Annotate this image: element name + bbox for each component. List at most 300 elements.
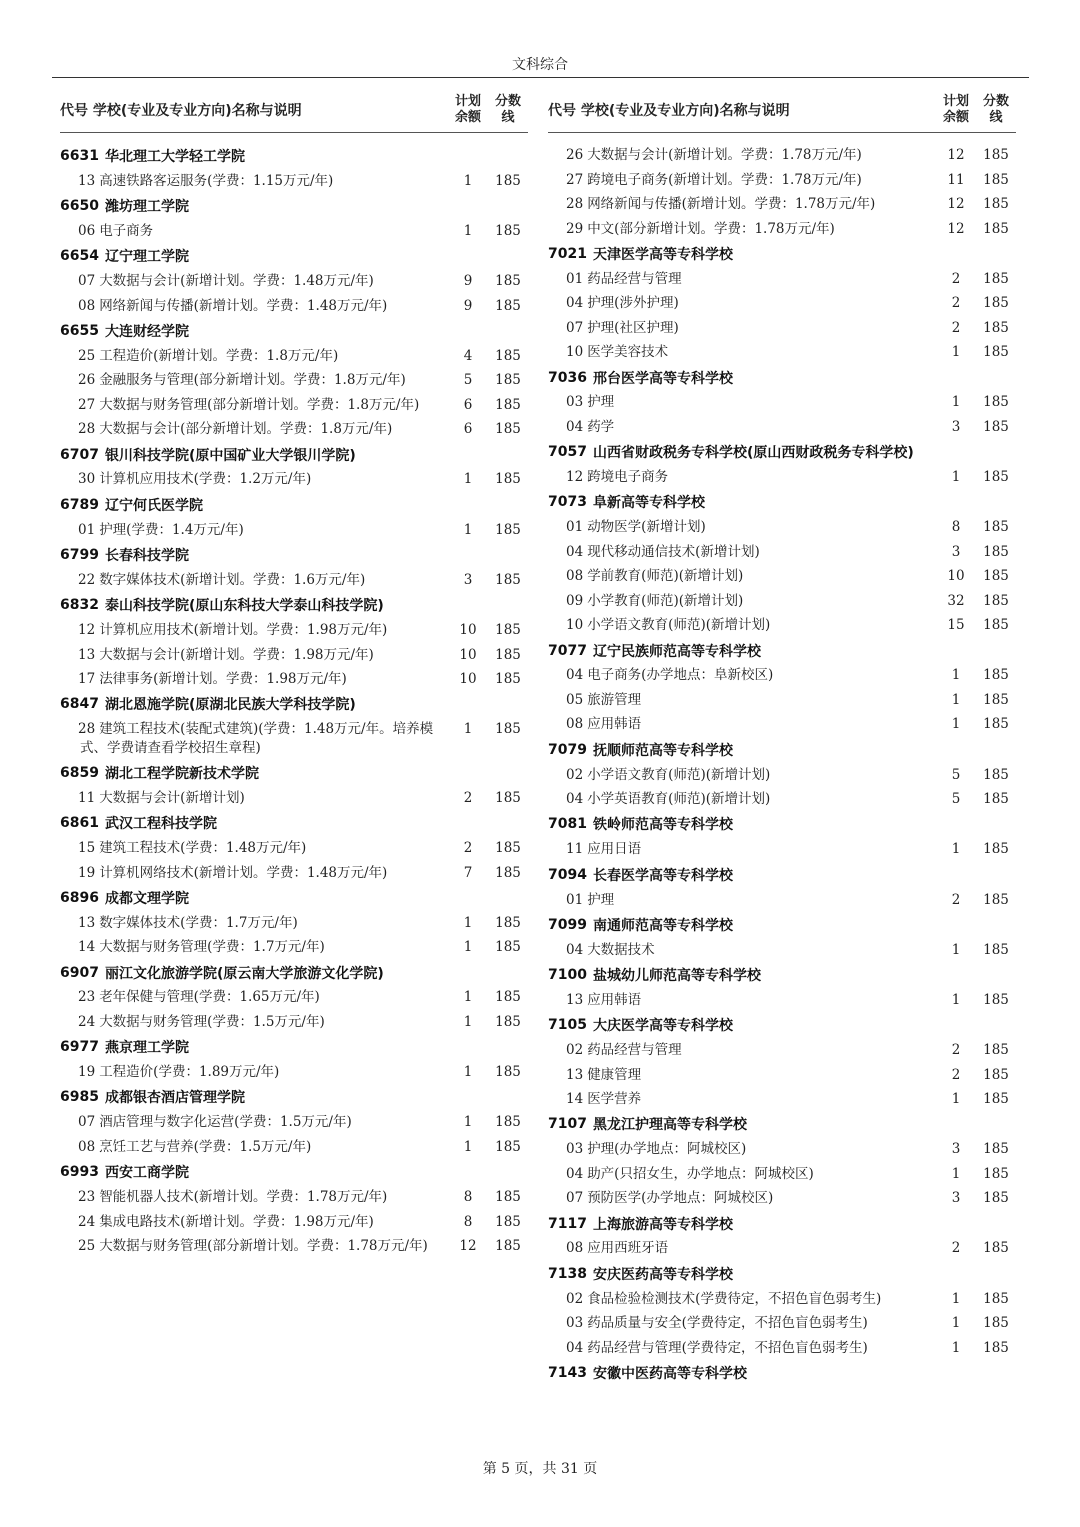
score-line: 185 <box>495 297 521 314</box>
plan-remaining: 1 <box>951 991 961 1008</box>
plan-remaining: 1 <box>463 172 473 189</box>
school-row <box>60 1159 528 1185</box>
plan-remaining: 12 <box>459 1238 477 1254</box>
left-rows <box>60 143 528 1259</box>
school-name: 辽宁民族师范高等专科学校 <box>592 643 761 660</box>
major-row <box>548 663 1016 688</box>
major-number: 13 <box>78 172 96 189</box>
major-row <box>60 935 528 960</box>
major-number: 07 <box>78 1114 96 1131</box>
school-name: 长春科技学院 <box>104 547 189 564</box>
plan-remaining: 2 <box>951 1240 961 1257</box>
major-row <box>60 1010 528 1035</box>
major-text <box>548 195 936 214</box>
major-text <box>548 1165 936 1184</box>
major-row <box>60 393 528 418</box>
score-line: 185 <box>983 791 1009 808</box>
score-line: 185 <box>983 519 1009 536</box>
major-row <box>548 143 1016 168</box>
major-name: 护理 <box>587 394 615 411</box>
major-name: 药学 <box>587 418 615 435</box>
plan-remaining: 15 <box>947 617 965 634</box>
major-number: 01 <box>566 270 584 287</box>
score-line: 185 <box>495 1064 521 1081</box>
major-row <box>60 294 528 319</box>
score-line: 185 <box>495 521 521 538</box>
school-name: 银川科技学院(原中国矿业大学银川学院) <box>104 447 356 464</box>
header-name: 代号 学校(专业及专业方向)名称与说明 <box>60 103 302 119</box>
major-text <box>548 941 936 960</box>
score-line: 185 <box>983 592 1009 609</box>
plan-remaining: 3 <box>951 1190 961 1207</box>
major-name: 建筑工程技术(学费：1.48万元/年) <box>99 840 307 857</box>
school-name: 成都文理学院 <box>104 890 189 907</box>
major-text <box>60 571 448 590</box>
score-line: 185 <box>495 347 521 364</box>
major-row <box>60 836 528 861</box>
major-text <box>60 297 448 316</box>
major-row <box>60 717 528 760</box>
plan-remaining: 1 <box>463 914 473 931</box>
plan-remaining: 1 <box>463 989 473 1006</box>
major-text <box>60 470 448 489</box>
major-number: 01 <box>566 891 584 908</box>
school-code: 7079 <box>548 741 587 758</box>
school-row <box>548 241 1016 267</box>
major-row <box>60 618 528 643</box>
major-number: 04 <box>566 791 584 808</box>
major-text <box>548 1041 936 1060</box>
major-text <box>60 396 448 415</box>
major-name: 计算机网络技术(新增计划。学费：1.48万元/年) <box>99 864 388 881</box>
major-number: 14 <box>78 939 96 956</box>
major-number: 04 <box>566 941 584 958</box>
plan-remaining: 1 <box>951 469 961 486</box>
major-text <box>60 864 448 883</box>
major-number: 25 <box>78 1238 96 1254</box>
score-line: 185 <box>495 864 521 881</box>
score-line: 185 <box>983 617 1009 634</box>
major-text <box>548 343 936 362</box>
major-row <box>60 368 528 393</box>
score-line: 185 <box>983 344 1009 361</box>
school-name: 西安工商学院 <box>104 1165 189 1182</box>
school-row <box>60 193 528 219</box>
major-number: 17 <box>78 671 96 687</box>
major-number: 19 <box>78 1064 96 1081</box>
major-number: 07 <box>566 319 584 336</box>
school-name: 丽江文化旅游学院(原云南大学旅游文化学院) <box>104 965 384 982</box>
major-row <box>548 1311 1016 1336</box>
major-row <box>60 1210 528 1235</box>
school-code: 6977 <box>60 1039 99 1056</box>
major-number: 09 <box>566 592 584 609</box>
school-code: 6907 <box>60 964 99 981</box>
column-header <box>548 88 1016 133</box>
plan-remaining: 3 <box>951 1141 961 1158</box>
major-name: 药品质量与安全(学费待定，不招色盲色弱考生) <box>587 1315 868 1332</box>
major-name: 小学教育(师范)(新增计划) <box>587 592 744 609</box>
major-number: 11 <box>78 789 96 806</box>
major-row <box>548 415 1016 440</box>
major-name: 动物医学(新增计划) <box>587 519 706 536</box>
header-plan: 计划 余额 <box>454 94 481 125</box>
major-name: 法律事务(新增计划。学费：1.98万元/年) <box>99 671 347 687</box>
school-row <box>60 885 528 911</box>
major-name: 药品经营与管理 <box>587 270 682 287</box>
major-text <box>548 790 936 809</box>
plan-remaining: 10 <box>459 671 477 687</box>
major-text <box>548 691 936 710</box>
major-name: 大数据与会计(新增计划) <box>99 789 245 806</box>
major-text <box>548 715 936 734</box>
major-text <box>548 171 936 190</box>
score-line: 185 <box>495 222 521 239</box>
plan-remaining: 1 <box>463 1064 473 1081</box>
major-text <box>60 1138 448 1157</box>
major-row <box>548 515 1016 540</box>
plan-remaining: 10 <box>947 568 965 585</box>
plan-remaining: 2 <box>463 840 473 857</box>
school-code: 6631 <box>60 147 99 164</box>
major-name: 预防医学(办学地点：阿城校区) <box>587 1190 774 1207</box>
school-name: 华北理工大学轻工学院 <box>104 148 245 165</box>
major-name: 药品经营与管理(学费待定，不招色盲色弱考生) <box>587 1339 868 1356</box>
major-row <box>548 168 1016 193</box>
plan-remaining: 2 <box>463 789 473 806</box>
major-number: 03 <box>566 394 584 411</box>
score-line: 185 <box>983 1240 1009 1257</box>
plan-remaining: 3 <box>951 543 961 560</box>
major-name: 大数据与会计(新增计划。学费：1.78万元/年) <box>587 147 862 163</box>
major-number: 08 <box>78 297 96 314</box>
school-name: 湖北工程学院新技术学院 <box>104 766 259 783</box>
major-row <box>60 518 528 543</box>
score-line: 185 <box>495 721 521 738</box>
major-name: 计算机应用技术(学费：1.2万元/年) <box>99 471 312 488</box>
school-name: 大连财经学院 <box>104 323 189 340</box>
plan-remaining: 12 <box>947 196 965 212</box>
major-name: 药品经营与管理 <box>587 1042 682 1059</box>
major-name: 电子商务(办学地点：阜新校区) <box>587 667 774 684</box>
score-line: 185 <box>983 1042 1009 1059</box>
major-number: 04 <box>566 418 584 435</box>
plan-remaining: 2 <box>951 1042 961 1059</box>
plan-remaining: 10 <box>459 646 477 663</box>
major-row <box>548 1186 1016 1211</box>
major-row <box>548 316 1016 341</box>
major-text <box>60 621 448 640</box>
major-row <box>548 217 1016 242</box>
plan-remaining: 7 <box>463 864 473 881</box>
school-code: 7057 <box>548 444 587 461</box>
major-number: 03 <box>566 1315 584 1332</box>
major-name: 跨境电子商务(新增计划。学费：1.78万元/年) <box>587 171 862 188</box>
score-line: 185 <box>495 914 521 931</box>
major-text <box>60 1013 448 1032</box>
major-text <box>548 393 936 412</box>
major-number: 04 <box>566 667 584 684</box>
major-name: 学前教育(师范)(新增计划) <box>587 568 744 585</box>
major-name: 数字媒体技术(新增计划。学费：1.6万元/年) <box>99 571 366 588</box>
major-text <box>60 222 448 241</box>
major-number: 29 <box>566 220 584 237</box>
school-name: 大庆医学高等专科学校 <box>592 1018 733 1035</box>
school-code: 6832 <box>60 597 99 614</box>
major-text <box>548 543 936 562</box>
school-row <box>548 737 1016 763</box>
score-line: 185 <box>495 622 521 638</box>
major-row <box>60 985 528 1010</box>
plan-remaining: 1 <box>463 721 473 738</box>
major-text <box>548 991 936 1010</box>
major-number: 13 <box>78 646 96 663</box>
plan-remaining: 5 <box>951 766 961 783</box>
plan-remaining: 6 <box>463 396 473 413</box>
score-line: 185 <box>495 989 521 1006</box>
major-text <box>548 592 936 611</box>
major-number: 02 <box>566 1042 584 1059</box>
major-name: 电子商务 <box>99 222 154 239</box>
major-name: 数字媒体技术(学费：1.7万元/年) <box>99 914 298 931</box>
score-line: 185 <box>495 840 521 857</box>
header-rule <box>52 77 1029 78</box>
score-line: 185 <box>983 1091 1009 1108</box>
school-row <box>548 638 1016 664</box>
page-header: 文科综合 <box>512 57 568 73</box>
major-text <box>548 1189 936 1208</box>
header-name: 代号 学校(专业及专业方向)名称与说明 <box>548 103 790 119</box>
school-name: 泰山科技学院(原山东科技大学泰山科技学院) <box>104 598 384 615</box>
score-line: 185 <box>495 939 521 956</box>
major-row <box>548 1063 1016 1088</box>
score-line: 185 <box>983 1339 1009 1356</box>
major-row <box>60 269 528 294</box>
score-line: 185 <box>983 941 1009 958</box>
major-name: 现代移动通信技术(新增计划) <box>587 543 760 560</box>
major-number: 04 <box>566 1339 584 1356</box>
major-number: 22 <box>78 571 96 588</box>
school-name: 邢台医学高等专科学校 <box>592 370 733 387</box>
school-code: 7073 <box>548 494 587 511</box>
school-row <box>60 442 528 468</box>
school-code: 7107 <box>548 1116 587 1133</box>
school-name: 铁岭师范高等专科学校 <box>592 817 733 834</box>
major-row <box>548 763 1016 788</box>
school-code: 6655 <box>60 322 99 339</box>
major-text <box>548 518 936 537</box>
plan-remaining: 12 <box>947 220 965 237</box>
major-text <box>548 1239 936 1258</box>
plan-remaining: 9 <box>463 273 473 290</box>
school-code: 6799 <box>60 546 99 563</box>
plan-remaining: 6 <box>463 421 473 438</box>
school-code: 7099 <box>548 916 587 933</box>
major-number: 14 <box>566 1091 584 1108</box>
plan-remaining: 2 <box>951 1066 961 1083</box>
school-row <box>548 1012 1016 1038</box>
score-line: 185 <box>983 295 1009 312</box>
score-line: 185 <box>983 667 1009 684</box>
score-line: 185 <box>495 172 521 189</box>
school-code: 7081 <box>548 816 587 833</box>
major-number: 04 <box>566 295 584 312</box>
major-row <box>60 417 528 442</box>
school-name: 南通师范高等专科学校 <box>592 917 733 934</box>
school-code: 6847 <box>60 696 99 713</box>
school-name: 燕京理工学院 <box>104 1040 189 1057</box>
major-row <box>548 192 1016 217</box>
major-text <box>548 270 936 289</box>
score-line: 185 <box>983 147 1009 163</box>
major-text <box>60 1113 448 1132</box>
school-name: 安徽中医药高等专科学校 <box>592 1365 747 1382</box>
major-number: 24 <box>78 1013 96 1030</box>
plan-remaining: 3 <box>463 571 473 588</box>
major-number: 08 <box>566 716 584 733</box>
school-row <box>548 812 1016 838</box>
major-text <box>60 272 448 291</box>
major-row <box>548 888 1016 913</box>
school-row <box>548 912 1016 938</box>
score-line: 185 <box>983 991 1009 1008</box>
major-row <box>60 1135 528 1160</box>
score-line: 185 <box>495 1013 521 1030</box>
school-name: 武汉工程科技学院 <box>104 816 217 833</box>
school-code: 6654 <box>60 248 99 265</box>
school-row <box>60 692 528 718</box>
plan-remaining: 12 <box>947 147 965 163</box>
major-name: 应用西班牙语 <box>587 1240 669 1257</box>
major-text <box>60 521 448 540</box>
school-code: 7117 <box>548 1215 587 1232</box>
score-line: 185 <box>983 394 1009 411</box>
major-row <box>548 1087 1016 1112</box>
column-header <box>60 88 528 133</box>
major-row <box>60 568 528 593</box>
major-name: 集成电路技术(新增计划。学费：1.98万元/年) <box>99 1213 374 1230</box>
major-text <box>548 1339 936 1358</box>
major-number: 01 <box>78 521 96 538</box>
plan-remaining: 2 <box>951 295 961 312</box>
school-name: 辽宁理工学院 <box>104 249 189 266</box>
school-code: 7036 <box>548 369 587 386</box>
major-text <box>60 1188 448 1207</box>
major-name: 小学语文教育(师范)(新增计划) <box>587 617 771 634</box>
score-line: 185 <box>983 220 1009 237</box>
major-row <box>548 988 1016 1013</box>
score-line: 185 <box>983 766 1009 783</box>
major-number: 01 <box>566 519 584 536</box>
major-name: 网络新闻与传播(新增计划。学费：1.78万元/年) <box>587 196 876 212</box>
major-text <box>548 766 936 785</box>
school-name: 盐城幼儿师范高等专科学校 <box>592 968 761 985</box>
major-number: 23 <box>78 989 96 1006</box>
plan-remaining: 1 <box>463 521 473 538</box>
right-rows <box>548 143 1016 1386</box>
score-line: 185 <box>495 646 521 663</box>
major-number: 06 <box>78 222 96 239</box>
plan-remaining: 1 <box>463 1013 473 1030</box>
score-line: 185 <box>495 671 521 687</box>
major-row <box>548 1038 1016 1063</box>
major-row <box>60 911 528 936</box>
major-number: 03 <box>566 1141 584 1158</box>
plan-remaining: 1 <box>951 1339 961 1356</box>
major-name: 护理(涉外护理) <box>587 295 679 312</box>
major-text <box>548 1290 936 1309</box>
school-name: 阜新高等专科学校 <box>592 495 705 512</box>
score-line: 185 <box>495 273 521 290</box>
major-name: 大数据与会计(新增计划。学费：1.48万元/年) <box>99 273 374 290</box>
score-line: 185 <box>495 1213 521 1230</box>
major-text <box>548 418 936 437</box>
score-line: 185 <box>495 396 521 413</box>
school-name: 上海旅游高等专科学校 <box>592 1216 733 1233</box>
major-name: 应用韩语 <box>587 716 642 733</box>
plan-remaining: 9 <box>463 297 473 314</box>
score-line: 185 <box>495 1189 521 1205</box>
major-number: 08 <box>566 568 584 585</box>
major-row <box>60 643 528 668</box>
major-number: 04 <box>566 543 584 560</box>
school-row <box>548 490 1016 516</box>
major-number: 13 <box>78 914 96 931</box>
major-name: 小学英语教育(师范)(新增计划) <box>587 791 771 808</box>
major-name: 食品检验检测技术(学费待定，不招色盲色弱考生) <box>587 1290 882 1307</box>
major-row <box>548 613 1016 638</box>
major-name: 中文(部分新增计划。学费：1.78万元/年) <box>587 220 835 237</box>
school-name: 抚顺师范高等专科学校 <box>592 742 733 759</box>
major-text <box>548 891 936 910</box>
school-row <box>60 243 528 269</box>
major-row <box>548 787 1016 812</box>
score-line: 185 <box>495 471 521 488</box>
score-line: 185 <box>983 1141 1009 1158</box>
major-number: 10 <box>566 617 584 634</box>
major-text <box>60 371 448 390</box>
plan-remaining: 5 <box>951 791 961 808</box>
school-code: 7138 <box>548 1265 587 1282</box>
major-text <box>548 666 936 685</box>
major-name: 网络新闻与传播(新增计划。学费：1.48万元/年) <box>99 297 388 314</box>
plan-remaining: 1 <box>951 841 961 858</box>
major-name: 护理 <box>587 891 615 908</box>
major-row <box>60 861 528 886</box>
major-number: 25 <box>78 347 96 364</box>
major-number: 13 <box>566 991 584 1008</box>
major-name: 大数据与财务管理(学费：1.7万元/年) <box>99 939 325 956</box>
major-row <box>548 688 1016 713</box>
score-line: 185 <box>495 789 521 806</box>
major-name: 跨境电子商务 <box>587 469 669 486</box>
plan-remaining: 3 <box>951 418 961 435</box>
major-text <box>60 347 448 366</box>
major-number: 08 <box>78 1138 96 1155</box>
major-name: 酒店管理与数字化运营(学费：1.5万元/年) <box>99 1114 352 1131</box>
score-line: 185 <box>495 421 521 438</box>
plan-remaining: 1 <box>951 1091 961 1108</box>
major-text <box>60 1213 448 1232</box>
major-name: 烹饪工艺与营养(学费：1.5万元/年) <box>99 1138 312 1155</box>
plan-remaining: 1 <box>463 1114 473 1131</box>
score-line: 185 <box>983 196 1009 212</box>
school-code: 7021 <box>548 245 587 262</box>
major-name: 高速铁路客运服务(学费：1.15万元/年) <box>99 172 334 189</box>
school-name: 安庆医药高等专科学校 <box>592 1266 733 1283</box>
plan-remaining: 10 <box>459 622 477 638</box>
plan-remaining: 8 <box>463 1189 473 1205</box>
